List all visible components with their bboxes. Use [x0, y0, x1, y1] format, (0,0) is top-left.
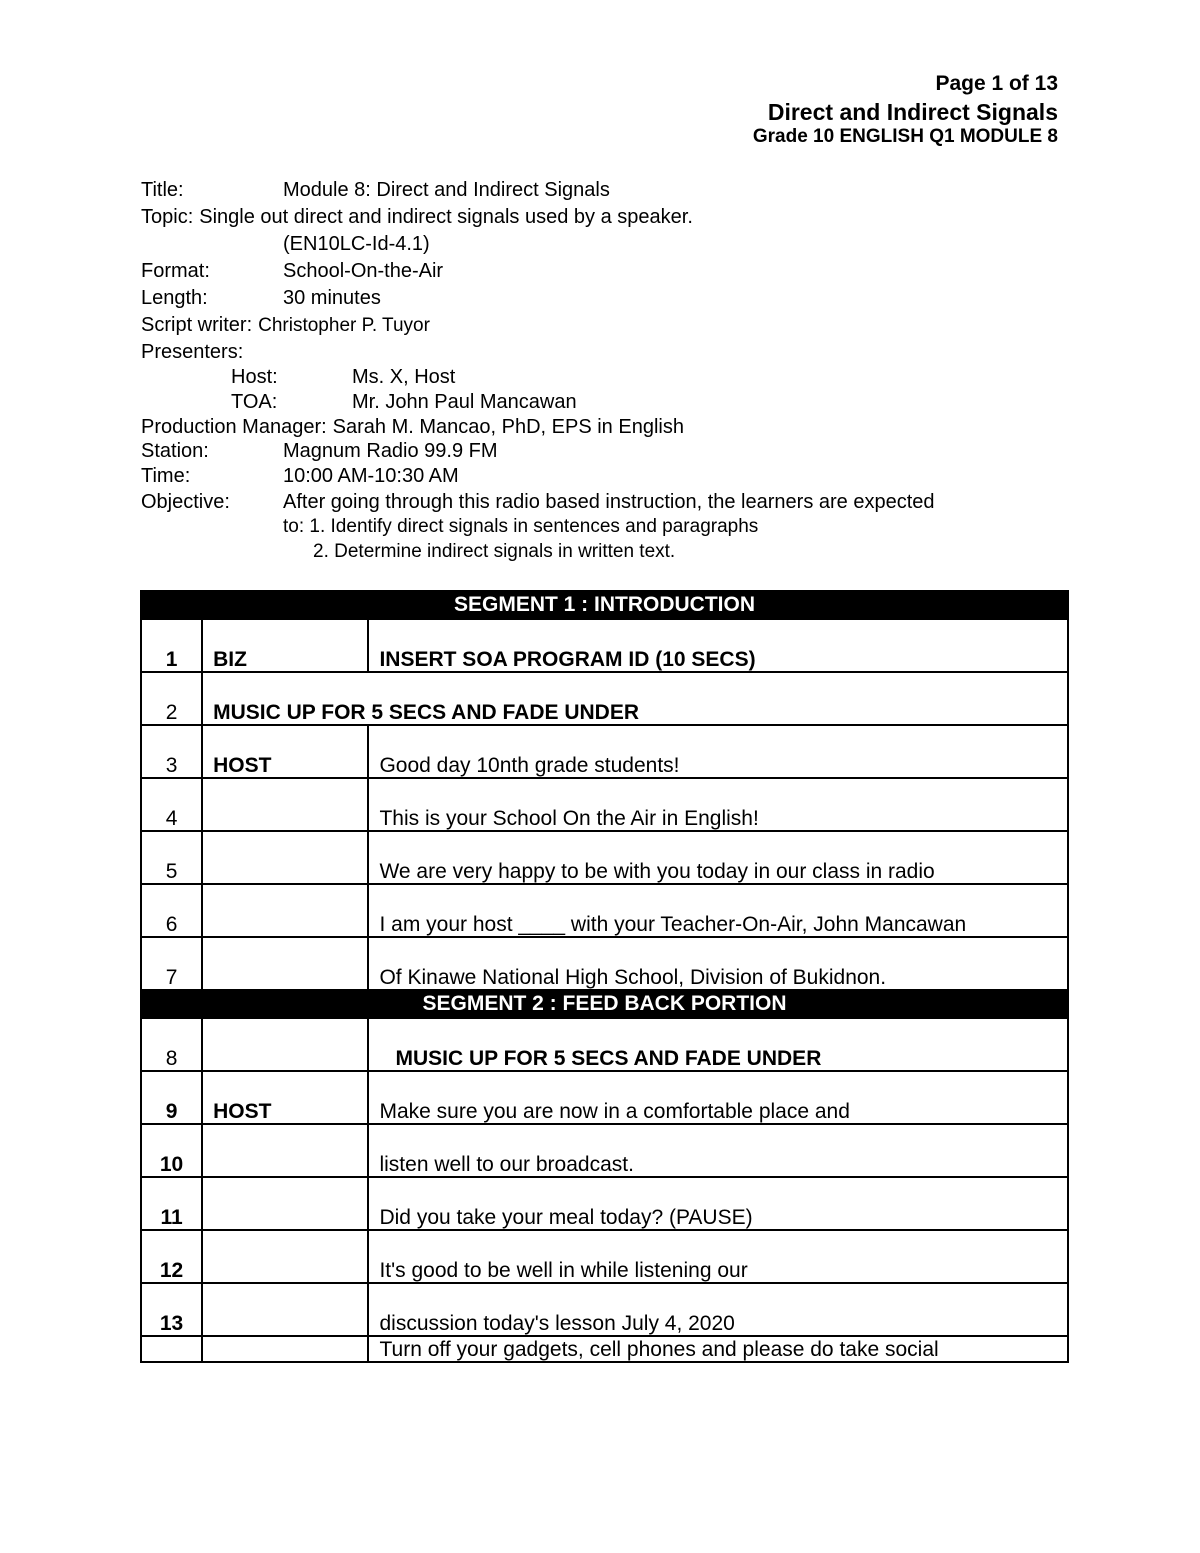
table-row — [141, 1283, 1068, 1336]
script-text: Of Kinawe National High School, Division of Bukidnon. — [368, 937, 1068, 990]
table-row — [141, 884, 1068, 937]
time-value: 10:00 AM-10:30 AM — [283, 465, 459, 487]
segment-header — [141, 591, 1068, 619]
speaker-cell: HOST — [202, 725, 368, 778]
speaker-cell: HOST — [202, 1071, 368, 1124]
script-text: I am your host ____ with your Teacher-On-Air, John Mancawan — [368, 884, 1068, 937]
toa-label: TOA: — [231, 391, 278, 413]
table-row — [141, 672, 1068, 725]
script-text: listen well to our broadcast. — [368, 1124, 1068, 1177]
host-row — [231, 365, 456, 389]
speaker-cell — [202, 884, 368, 937]
line-number: 1 — [141, 619, 202, 672]
station-row — [141, 439, 498, 463]
module-title: Direct and Indirect Signals — [767, 99, 1058, 125]
speaker-cell — [202, 937, 368, 990]
length-value: 30 minutes — [283, 287, 381, 309]
topic-label: Topic: — [141, 206, 194, 228]
objective-line-1: After going through this radio based instruction, the learners are expected — [283, 491, 935, 513]
station-value: Magnum Radio 99.9 FM — [283, 440, 498, 462]
table-row — [141, 1124, 1068, 1177]
table-row — [141, 1018, 1068, 1071]
speaker-cell: BIZ — [202, 619, 368, 672]
line-number: 2 — [141, 672, 202, 725]
script-text: Did you take your meal today? (PAUSE) — [368, 1177, 1068, 1230]
line-number: 5 — [141, 831, 202, 884]
toa-value: Mr. John Paul Mancawan — [352, 391, 577, 413]
speaker-cell — [202, 831, 368, 884]
topic-code: (EN10LC-Id-4.1) — [283, 233, 430, 255]
script-text: MUSIC UP FOR 5 SECS AND FADE UNDER — [368, 1018, 1068, 1071]
format-row — [141, 259, 444, 283]
objective-label: Objective: — [141, 491, 230, 513]
line-number: 12 — [141, 1230, 202, 1283]
presenters-row — [141, 340, 243, 364]
pm-row — [141, 415, 684, 439]
writer-value: Christopher P. Tuyor — [258, 315, 430, 336]
script-text: Turn off your gadgets, cell phones and please do take social — [368, 1336, 1068, 1362]
table-row — [141, 937, 1068, 990]
line-number — [141, 1336, 202, 1362]
speaker-cell — [202, 1230, 368, 1283]
length-label: Length: — [141, 287, 208, 309]
title-row — [141, 178, 610, 202]
length-row — [141, 286, 381, 310]
topic-row — [141, 205, 693, 229]
speaker-cell — [202, 778, 368, 831]
toa-row — [231, 390, 577, 414]
objective-line-3: 2. Determine indirect signals in written text. — [313, 541, 676, 562]
table-row — [141, 831, 1068, 884]
script-text: It's good to be well in while listening our — [368, 1230, 1068, 1283]
line-number: 10 — [141, 1124, 202, 1177]
script-text: We are very happy to be with you today in our class in radio — [368, 831, 1068, 884]
writer-row — [141, 313, 430, 338]
script-text: Good day 10nth grade students! — [368, 725, 1068, 778]
speaker-cell — [202, 1283, 368, 1336]
title-label: Title: — [141, 179, 184, 201]
segment-header — [141, 990, 1068, 1018]
script-text: Make sure you are now in a comfortable place and — [368, 1071, 1068, 1124]
topic-value: Single out direct and indirect signals used by a speaker. — [199, 206, 693, 228]
line-number: 9 — [141, 1071, 202, 1124]
table-row — [141, 725, 1068, 778]
script-text: INSERT SOA PROGRAM ID (10 SECS) — [368, 619, 1068, 672]
segment-2-title: SEGMENT 2 : FEED BACK PORTION — [141, 990, 1068, 1018]
time-label: Time: — [141, 465, 191, 487]
page-number: Page 1 of 13 — [935, 72, 1058, 95]
line-number: 11 — [141, 1177, 202, 1230]
speaker-cell — [202, 1177, 368, 1230]
script-table — [140, 590, 1069, 1363]
speaker-cell — [202, 1336, 368, 1362]
line-number: 8 — [141, 1018, 202, 1071]
objective-row — [141, 490, 935, 514]
speaker-cell — [202, 1018, 368, 1071]
host-value: Ms. X, Host — [352, 366, 456, 388]
module-subtitle: Grade 10 ENGLISH Q1 MODULE 8 — [752, 126, 1058, 147]
script-text: discussion today's lesson July 4, 2020 — [368, 1283, 1068, 1336]
pm-value: Sarah M. Mancao, PhD, EPS in English — [332, 416, 684, 438]
script-text: MUSIC UP FOR 5 SECS AND FADE UNDER — [202, 672, 1068, 725]
writer-label: Script writer: — [141, 314, 253, 336]
station-label: Station: — [141, 440, 209, 462]
table-row — [141, 1177, 1068, 1230]
table-row — [141, 778, 1068, 831]
line-number: 3 — [141, 725, 202, 778]
speaker-cell — [202, 1124, 368, 1177]
table-row — [141, 1336, 1068, 1362]
format-value: School-On-the-Air — [283, 260, 444, 282]
table-row — [141, 619, 1068, 672]
format-label: Format: — [141, 260, 210, 282]
objective-line-2: to: 1. Identify direct signals in sentences and paragraphs — [283, 516, 759, 537]
presenters-label: Presenters: — [141, 341, 244, 363]
table-row — [141, 1230, 1068, 1283]
line-number: 13 — [141, 1283, 202, 1336]
line-number: 4 — [141, 778, 202, 831]
segment-1-title: SEGMENT 1 : INTRODUCTION — [141, 591, 1068, 619]
host-label: Host: — [231, 366, 278, 388]
pm-label: Production Manager: — [141, 416, 327, 438]
table-row — [141, 1071, 1068, 1124]
line-number: 7 — [141, 937, 202, 990]
script-text: This is your School On the Air in English! — [368, 778, 1068, 831]
line-number: 6 — [141, 884, 202, 937]
time-row — [141, 464, 459, 488]
title-value: Module 8: Direct and Indirect Signals — [283, 179, 610, 201]
